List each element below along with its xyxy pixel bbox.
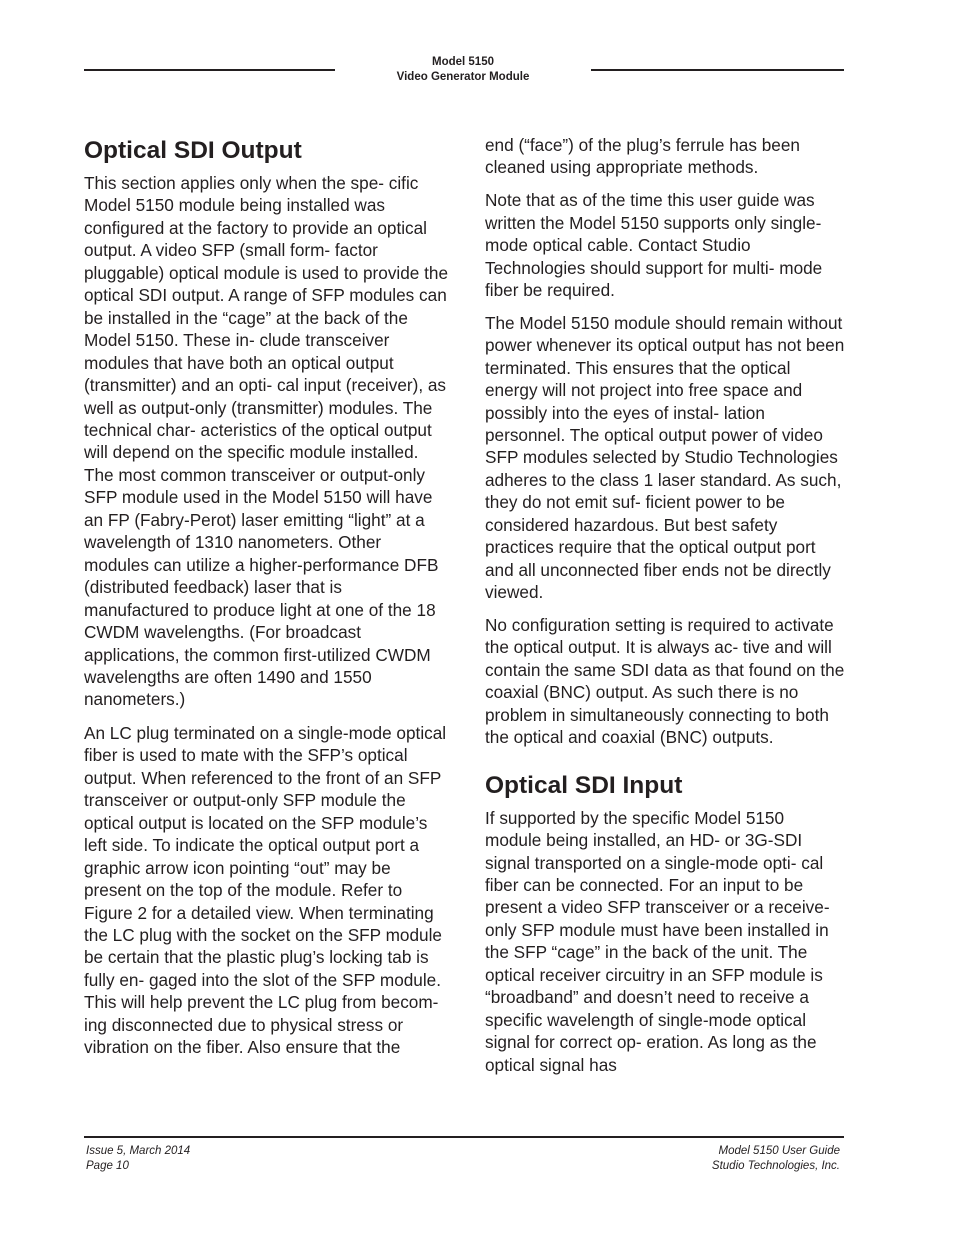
paragraph: No configuration setting is required to activate the optical output. It is always ac- tive and will contain the same SDI data as that found on the coaxial (BNC) output. As such there is no problem in simultaneously connecting to both the optical and coaxial (BNC) outputs. bbox=[485, 614, 845, 748]
section-heading-optical-input: Optical SDI Input bbox=[485, 771, 683, 799]
section-heading-optical-output: Optical SDI Output bbox=[84, 137, 302, 164]
header-rule-right bbox=[591, 69, 844, 71]
footer-company: Studio Technologies, Inc. bbox=[711, 1160, 840, 1172]
footer-right bbox=[712, 1144, 840, 1174]
footer-guide-title: Model 5150 User Guide bbox=[718, 1145, 840, 1157]
header-model: Model 5150 bbox=[432, 56, 494, 68]
header-product: Video Generator Module bbox=[396, 71, 530, 83]
right-column bbox=[485, 134, 845, 1086]
footer-left bbox=[86, 1144, 190, 1174]
footer-issue: Issue 5, March 2014 bbox=[86, 1145, 191, 1157]
running-header bbox=[335, 55, 591, 85]
paragraph: end (“face”) of the plug’s ferrule has been cleaned using appropriate methods. bbox=[485, 135, 800, 178]
paragraph: This section applies only when the spe- cific Model 5150 module being installed was configured at the factory to provide an optical output. A video SFP (small form- factor pluggable) optical module is used to provide the optical SDI output. A range of SFP modules can be installed in the “cage” at the back of the Model 5150. These in- clude transceiver modules that have both an optical output (transmitter) and an opti- cal input (receiver), as well as output-only (transmitter) modules. The technical char- acteristics of the optical output will depend on the specific module installed. The most common transceiver or output-only SFP module used in the Model 5150 will have an FP (Fabry-Perot) laser emitting “light” at a wavelength of 1310 nanometers. Other modules can utilize a higher-performance DFB (distributed feedback) laser that is manufactured to produce light at one of the 18 CWDM wavelengths. (For broadcast applications, the common first-utilized CWDM wavelengths are often 1490 and 1550 nanometers.) bbox=[84, 173, 449, 710]
left-column bbox=[84, 134, 450, 1070]
paragraph: Note that as of the time this user guide was written the Model 5150 supports only single-mode optical cable. Contact Studio Technologies should support for multi- mode fiber be required. bbox=[485, 190, 823, 301]
header-rule-left bbox=[84, 69, 335, 71]
paragraph: An LC plug terminated on a single-mode optical fiber is used to mate with the SFP’s optical output. When referenced to the front of an SFP transceiver or output-only SFP module the optical output is located on the SFP module’s left side. To indicate the optical output port a graphic arrow icon pointing “out” may be present on the top of the module. Refer to Figure 2 for a detailed view. When terminating the LC plug with the socket on the SFP module be certain that the plastic plug’s locking tab is fully en- gaged into the slot of the SFP module. This will help prevent the LC plug from becom- ing disconnected due to physical stress or vibration on the fiber. Also ensure that the bbox=[84, 722, 447, 1058]
footer-rule bbox=[84, 1136, 844, 1138]
paragraph: If supported by the specific Model 5150 module being installed, an HD- or 3G-SDI signal transported on a single-mode opti- cal fiber can be connected. For an input to be present a video SFP transceiver or a receive-only SFP module must have been installed in the SFP “cage” in the back of the unit. The optical receiver circuitry in an SFP module is “broadband” and doesn’t need to receive a specific wavelength of single-mode optical signal for correct op- eration. As long as the optical signal has bbox=[485, 807, 830, 1075]
footer-page-number: Page 10 bbox=[86, 1160, 129, 1172]
paragraph: The Model 5150 module should remain without power whenever its optical output has not been terminated. This ensures that the optical energy will not project into free space and possibly into the eyes of instal- lation personnel. The optical output power of video SFP modules selected by Studio Technologies adheres to the class 1 laser standard. As such, they do not emit suf- ficient power to be considered hazardous. But best safety practices require that the optical output port and all unconnected fiber ends not be directly viewed. bbox=[485, 312, 845, 603]
